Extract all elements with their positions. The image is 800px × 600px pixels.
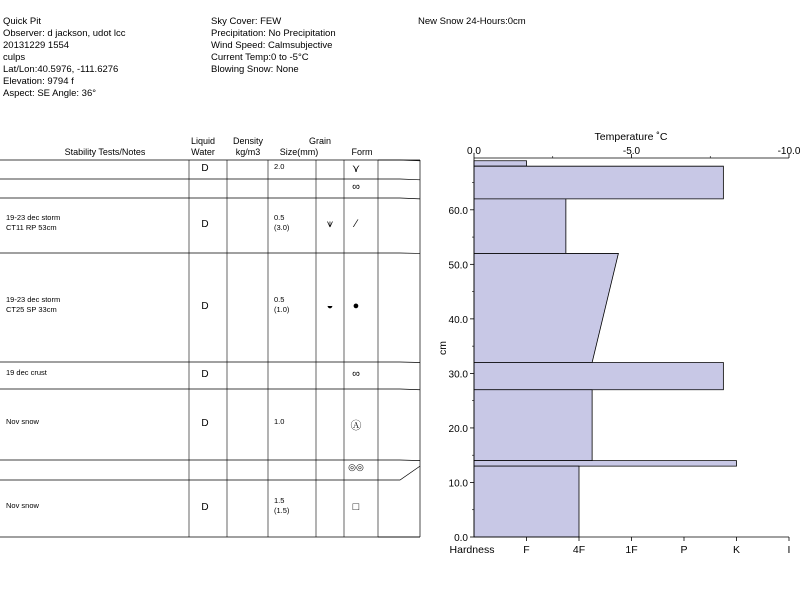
layer-note: 19-23 dec storm <box>6 212 61 222</box>
pit-info-middle-line: Blowing Snow: None <box>211 64 299 75</box>
decomposing-fragment-icon: ∕ <box>355 217 357 230</box>
height-tick-label: 40.0 <box>448 314 468 326</box>
pit-info-middle-line: Precipitation: No Precipitation <box>211 28 336 39</box>
height-tick-label: 60.0 <box>448 205 468 217</box>
hardness-tick-label: 4F <box>572 544 586 556</box>
layer-note: CT11 RP 53cm <box>6 222 57 232</box>
grain-size-value: 0.5 <box>274 294 285 304</box>
pit-info-left-line: Lat/Lon:40.5976, -111.6276 <box>3 64 119 75</box>
density-header-line2: kg/m3 <box>235 147 261 157</box>
pit-info-left-line: Elevation: 9794 f <box>3 76 74 87</box>
grain-size-value: (1.0) <box>274 304 290 314</box>
layer-note: Nov snow <box>6 500 39 510</box>
layer-connector-line <box>378 466 420 480</box>
height-tick-label: 30.0 <box>448 369 468 381</box>
hardness-bar <box>474 362 723 389</box>
rounded-grain-icon: ● <box>352 299 360 312</box>
grain-size-value: (1.5) <box>274 505 290 515</box>
pit-info-middle-line: Wind Speed: Calmsubjective <box>211 40 333 51</box>
temperature-tick-label: -10.0 <box>777 146 800 157</box>
depth-hoar-icon: Ⓐ <box>350 419 362 432</box>
hardness-tick-label: F <box>523 544 530 556</box>
temperature-axis-label: Temperature ˚C <box>594 131 668 143</box>
temperature-tick-label: -5.0 <box>622 146 641 157</box>
stability-column-header: Stability Tests/Notes <box>64 147 146 157</box>
layer-note: 19-23 dec storm <box>6 294 61 304</box>
liquid-water-value: D <box>201 501 209 513</box>
hardness-bar <box>474 253 618 362</box>
surface-hoar-icon: ⩛ <box>326 217 334 230</box>
pit-info-left-line: Aspect: SE Angle: 36° <box>3 88 97 99</box>
height-tick-label: 0.0 <box>454 533 468 544</box>
hardness-tick-label: 1F <box>625 544 638 556</box>
temperature-tick-label: 0.0 <box>467 146 481 157</box>
height-axis-label: cm <box>437 341 449 355</box>
melt-freeze-polycrystal-icon: ◎◎ <box>348 462 364 472</box>
liquid-water-value: D <box>201 300 209 312</box>
liquid-water-header-line2: Water <box>191 147 215 157</box>
precip-particle-icon: ⋎ <box>351 162 361 175</box>
grain-header-line1: Grain <box>308 136 331 146</box>
height-tick-label: 10.0 <box>448 478 468 490</box>
grain-header-line2: Size(mm) <box>279 147 319 157</box>
hardness-bar <box>474 466 579 537</box>
hardness-bar <box>474 390 592 461</box>
hardness-tick-label: K <box>732 544 741 556</box>
grain-size-value: 1.0 <box>274 416 285 426</box>
layer-connector-line <box>378 179 420 180</box>
pit-info-right-line: New Snow 24-Hours:0cm <box>418 16 526 27</box>
layer-note: 19 dec crust <box>6 367 47 377</box>
pit-info-left-line: Observer: d jackson, udot lcc <box>3 28 126 39</box>
layer-connector-line <box>378 460 420 461</box>
hardness-bar <box>474 199 566 254</box>
layer-note: CT25 SP 33cm <box>6 304 57 314</box>
hardness-tick-label: P <box>680 544 688 556</box>
pit-info-left-line: culps <box>3 52 26 63</box>
pit-info-middle-line: Sky Cover: FEW <box>211 16 282 27</box>
layer-connector-line <box>378 198 420 199</box>
faceted-crystal-icon: □ <box>352 500 360 513</box>
pit-info-left-line: 20131229 1554 <box>3 40 70 51</box>
grain-size-value: 0.5 <box>274 212 285 222</box>
liquid-water-header-line1: Liquid <box>190 136 216 146</box>
form-header: Form <box>351 147 373 157</box>
height-tick-label: 20.0 <box>448 423 468 435</box>
hardness-bar <box>474 166 723 199</box>
grain-size-value: 2.0 <box>274 161 285 171</box>
hardness-bar <box>474 461 737 466</box>
melt-form-cluster-icon: ∞ <box>352 180 360 193</box>
grain-size-value: 1.5 <box>274 495 285 505</box>
hardness-bar <box>474 161 527 166</box>
liquid-water-value: D <box>201 368 209 380</box>
melt-form-cluster-icon: ∞ <box>352 367 360 380</box>
grain-size-value: (3.0) <box>274 222 290 232</box>
hardness-axis-label: Hardness <box>449 544 495 556</box>
height-tick-label: 50.0 <box>448 260 468 272</box>
layer-note: Nov snow <box>6 416 39 426</box>
liquid-water-value: D <box>201 162 209 174</box>
liquid-water-value: D <box>201 218 209 230</box>
hardness-tick-label: I <box>787 544 791 556</box>
pit-info-left-line: Quick Pit <box>3 16 42 27</box>
density-header-line1: Density <box>232 136 263 146</box>
liquid-water-value: D <box>201 417 209 429</box>
pit-info-middle-line: Current Temp:0 to -5°C <box>211 52 309 63</box>
mixed-rounded-facet-icon: ◒ <box>326 299 334 312</box>
layer-connector-line <box>378 389 420 390</box>
